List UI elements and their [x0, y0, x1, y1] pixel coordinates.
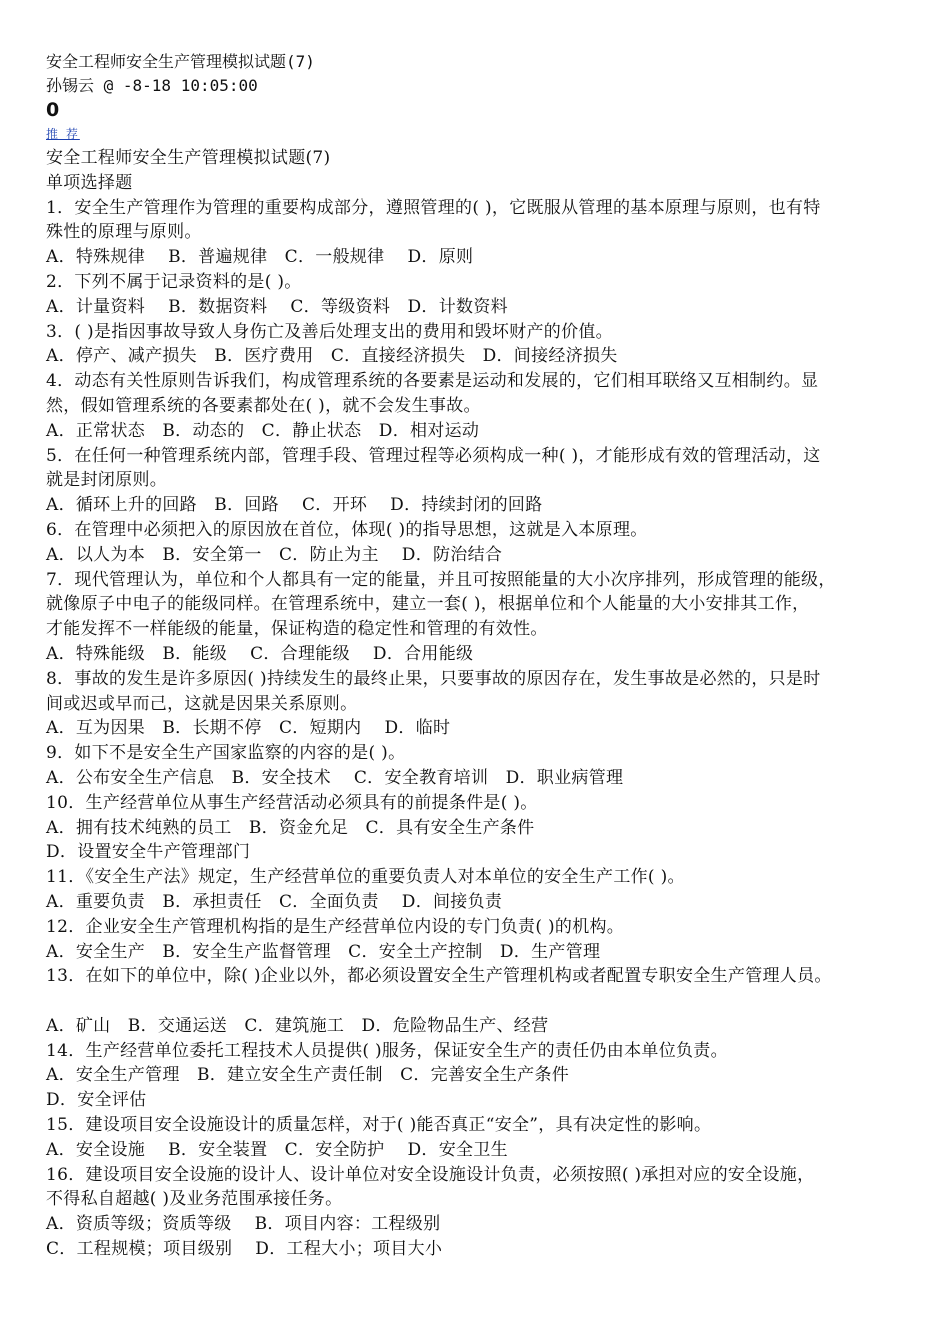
document-line: 就像原子中电子的能级同样。在管理系统中，建立一套( )，根据单位和个人能量的大小安排其工作， [46, 594, 810, 615]
document-line: A．循环上升的回路 B．回路 C．开环 D．持续封闭的回路 [46, 495, 543, 516]
document-line: 7．现代管理认为，单位和个人都具有一定的能量，并且可按照能量的大小次序排列，形成管理的能级， [46, 569, 836, 590]
document-line: 5．在任何一种管理系统内部，管理手段、管理过程等必须构成一种( )，才能形成有效的管理活动，这 [46, 445, 821, 466]
document-line: A．以人为本 B．安全第一 C．防止为主 D．防治结合 [46, 544, 503, 565]
document-line: A．特殊规律 B．普遍规律 C．一般规律 D．原则 [46, 247, 474, 268]
document-line: 8．事故的发生是许多原因( )持续发生的最终止果，只要事故的原因存在，发生事故是必然的，只是时 [46, 668, 821, 689]
document-line: C．工程规模；项目级别 D．工程大小；项目大小 [46, 1239, 443, 1260]
page-title: 安全工程师安全生产管理模拟试题(7) [46, 52, 315, 71]
document-line: 然，假如管理系统的各要素都处在( )，就不会发生事故。 [46, 395, 481, 416]
document-line: 安全工程师安全生产管理模拟试题(7) [46, 148, 331, 168]
document-line: A．停产、减产损失 B．医疗费用 C．直接经济损失 D．间接经济损失 [46, 346, 618, 367]
document-line: A．特殊能级 B．能级 C．合理能级 D．合用能级 [46, 643, 474, 664]
document-line: A．安全生产管理 B．建立安全生产责任制 C．完善安全生产条件 [46, 1065, 570, 1086]
document-line: 15．建设项目安全设施设计的质量怎样，对于( )能否真正“安全”，具有决定性的影响。 [46, 1115, 712, 1136]
document-line: A．公布安全生产信息 B．安全技术 C．安全教育培训 D．职业病管理 [46, 767, 624, 788]
document-line: 16．建设项目安全设施的设计人、设计单位对安全设施设计负责，必须按照( )承担对应的安全设施， [46, 1164, 815, 1185]
document-line: A．拥有技术纯熟的员工 B．资金允足 C．具有安全生产条件 [46, 817, 535, 838]
document-body [46, 146, 926, 1262]
document-line: D．安全评估 [46, 1090, 147, 1111]
document-line: 6．在管理中必须把入的原因放在首位，体现( )的指导思想，这就是入本原理。 [46, 519, 648, 540]
document-line: A．计量资料 B．数据资料 C．等级资料 D．计数资料 [46, 296, 508, 317]
document-line: 1．安全生产管理作为管理的重要构成部分，遵照管理的( )，它既服从管理的基本原理与原则，也有特 [46, 197, 821, 218]
document-line: 才能发挥不一样能级的能量，保证构造的稳定性和管理的有效性。 [46, 619, 548, 640]
document-line: 13．在如下的单位中，除( )企业以外，都必须设置安全生产管理机构或者配置专职安全生产管理人员。 [46, 966, 832, 987]
recommend-count: 0 [46, 99, 60, 121]
document-line: 4．动态有关性原则告诉我们，构成管理系统的各要素是运动和发展的，它们相耳联络又互相制约。显 [46, 371, 819, 392]
document-line: A．重要负责 B．承担责任 C．全面负责 D．间接负责 [46, 891, 503, 912]
document-line: 单项选择题 [46, 172, 133, 193]
document-line: 间或迟或早而己，这就是因果关系原则。 [46, 693, 358, 714]
document-line: A．安全生产 B．安全生产监督管理 C．安全土产控制 D．生产管理 [46, 941, 601, 962]
author-timestamp: 孙锡云 @ -8-18 10:05:00 [46, 76, 258, 95]
recommend-link[interactable]: 推 荐 [46, 127, 80, 141]
document-page [46, 50, 926, 1262]
document-line: 9．如下不是安全生产国家监察的内容的是( )。 [46, 743, 406, 764]
document-line: A．正常状态 B．动态的 C．静止状态 D．相对运动 [46, 420, 480, 441]
document-line: 3．( )是指因事故导致人身伤亡及善后处理支出的费用和毁坏财产的价值。 [46, 321, 613, 342]
document-line: 12．企业安全生产管理机构指的是生产经营单位内设的专门负责( )的机构。 [46, 916, 625, 937]
document-line: 10．生产经营单位从事生产经营活动必须具有的前提条件是( )。 [46, 792, 538, 813]
document-line: 不得私自超越( )及业务范围承接任务。 [46, 1189, 343, 1210]
document-line: 11．《安全生产法》规定，生产经营单位的重要负责人对本单位的安全生产工作( )。 [46, 867, 685, 888]
document-line: A．互为因果 B．长期不停 C．短期内 D．临时 [46, 718, 451, 739]
document-line: A．矿山 B．交通运送 C．建筑施工 D．危险物品生产、经营 [46, 1015, 549, 1036]
document-line: 殊性的原理与原则。 [46, 222, 202, 243]
document-line: D．设置安全牛产管理部门 [46, 842, 251, 863]
document-line: 就是封闭原则。 [46, 470, 168, 491]
document-line [46, 989, 926, 1014]
document-line: 2．下列不属于记录资料的是( )。 [46, 271, 302, 292]
document-line: 14．生产经营单位委托工程技术人员提供( )服务，保证安全生产的责任仍由本单位负责。 [46, 1040, 728, 1061]
document-line: A．资质等级；资质等级 B．项目内容：工程级别 [46, 1214, 441, 1235]
document-line: A．安全设施 B．安全装置 C．安全防护 D．安全卫生 [46, 1139, 508, 1160]
